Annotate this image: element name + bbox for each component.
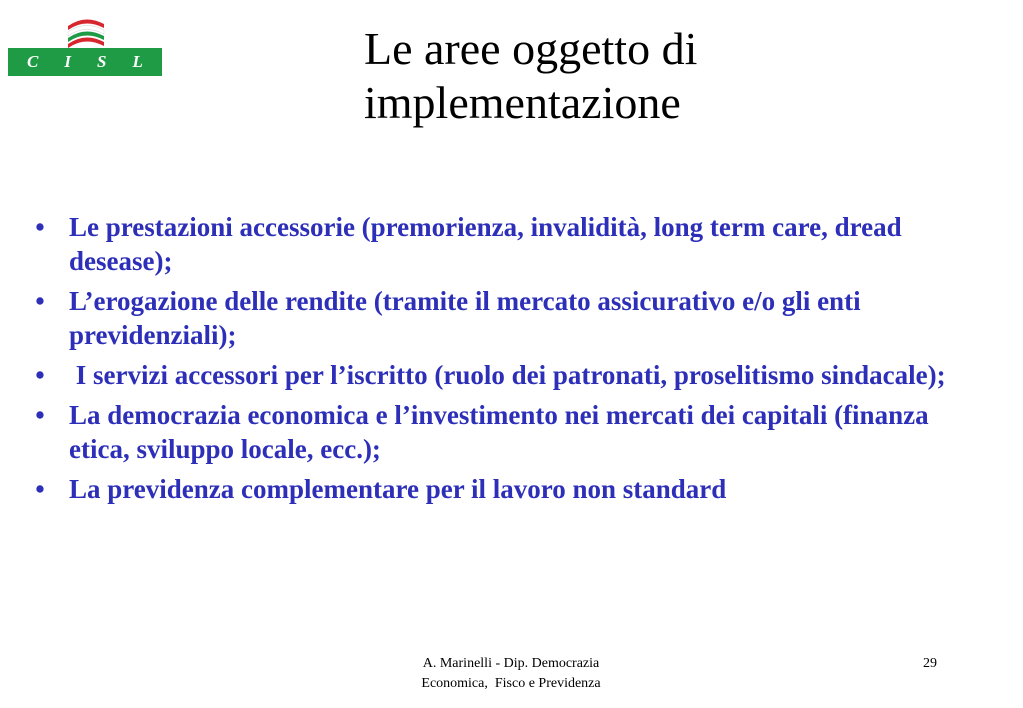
logo-bar	[8, 48, 162, 76]
logo-letter: L	[132, 52, 143, 71]
page-number: 29	[923, 656, 937, 671]
bullet-item	[30, 210, 990, 278]
bullet-icon: •	[35, 474, 45, 504]
bullet-text: Le prestazioni accessorie (premorienza, invalidità, long term care, dread desease);	[69, 212, 902, 276]
logo-letter: C	[27, 52, 39, 71]
bullet-item	[30, 358, 990, 392]
bullet-item	[30, 284, 990, 352]
bullet-text: La previdenza complementare per il lavoro non standard	[69, 474, 727, 504]
footer-author-line1: A. Marinelli - Dip. Democrazia	[422, 656, 600, 671]
footer-author-line2: Economica, Fisco e Previdenza	[421, 676, 601, 691]
logo-letter: S	[97, 52, 107, 71]
bullet-icon: •	[35, 360, 45, 390]
bullet-text: I servizi accessori per l’iscritto (ruolo dei patronati, proselitismo sindacale);	[69, 360, 946, 390]
bullet-item	[30, 398, 990, 466]
flag-waves-icon	[8, 12, 162, 52]
bullet-text: L’erogazione delle rendite (tramite il mercato assicurativo e/o gli enti previdenziali);	[69, 286, 861, 350]
bullet-text: La democrazia economica e l’investimento nei mercati dei capitali (finanza etica, sviluppo locale, ecc.);	[69, 400, 929, 464]
bullet-icon: •	[35, 400, 45, 430]
bullet-item	[30, 472, 990, 506]
bullet-icon: •	[35, 212, 45, 242]
footer-author	[380, 654, 642, 694]
bullet-list	[30, 210, 990, 512]
cisl-logo	[8, 12, 162, 71]
logo-letter: I	[64, 52, 72, 71]
bullet-icon: •	[35, 286, 45, 316]
slide-title: Le aree oggetto di implementazione	[364, 23, 698, 128]
